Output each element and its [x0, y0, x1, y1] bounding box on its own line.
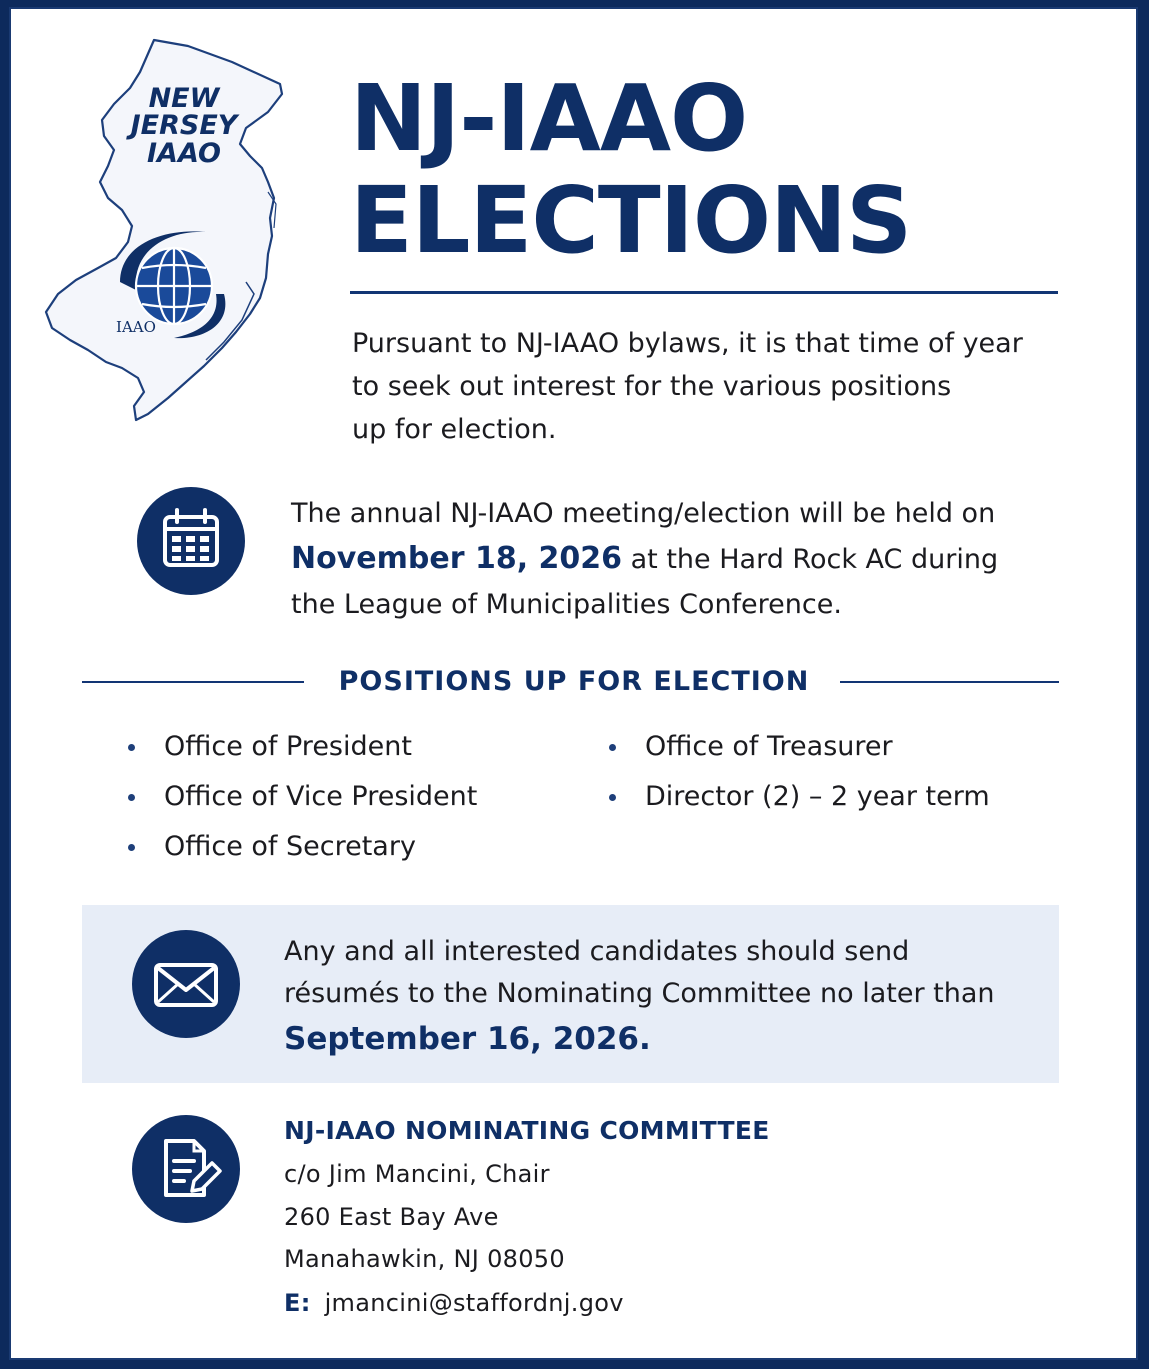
list-item: Office of Treasurer [609, 722, 990, 772]
title-divider [350, 291, 1058, 294]
list-item: Office of Secretary [128, 822, 477, 872]
document-edit-icon [132, 1115, 240, 1223]
committee-heading: NJ-IAAO NOMINATING COMMITTEE [284, 1116, 770, 1145]
envelope-icon [132, 930, 240, 1038]
logo-text-jersey: JERSEY [130, 110, 238, 141]
meeting-info [291, 491, 1051, 627]
section-divider-left [82, 681, 304, 683]
deadline-line-2: résumés to the Nominating Committee no later than [284, 978, 995, 1009]
intro-line-1: Pursuant to NJ-IAAO bylaws, it is that time of year [352, 328, 1023, 359]
page-title [350, 65, 912, 274]
committee-city: Manahawkin, NJ 08050 [284, 1245, 565, 1273]
meeting-line-1: The annual NJ-IAAO meeting/election will be held on [291, 498, 996, 529]
title-line-2: ELECTIONS [350, 167, 912, 274]
logo-text-new: NEW [148, 83, 220, 114]
list-item: Office of President [128, 722, 477, 772]
meeting-line-2: at the Hard Rock AC during [622, 544, 999, 575]
intro-paragraph [352, 322, 1072, 451]
title-line-1: NJ-IAAO [350, 65, 748, 172]
nj-iaao-logo [36, 32, 296, 427]
committee-street: 260 East Bay Ave [284, 1203, 499, 1231]
email-label: E: [284, 1289, 311, 1317]
deadline-line-1: Any and all interested candidates should send [284, 936, 910, 967]
logo-text-iaao: IAAO [147, 138, 221, 169]
positions-list-left [128, 722, 477, 872]
deadline-date: September 16, 2026. [284, 1021, 651, 1057]
committee-email-row [284, 1289, 624, 1317]
intro-line-3: up for election. [352, 414, 557, 445]
nj-state-map-icon [36, 32, 296, 427]
meeting-date: November 18, 2026 [291, 541, 623, 576]
meeting-line-3: the League of Municipalities Conference. [291, 589, 842, 620]
logo-globe-label: IAAO [116, 318, 156, 336]
email-address[interactable]: jmancini@staffordnj.gov [324, 1289, 624, 1317]
section-divider-right [840, 681, 1059, 683]
committee-care-of: c/o Jim Mancini, Chair [284, 1160, 550, 1188]
intro-line-2: to seek out interest for the various positions [352, 371, 952, 402]
list-item: Office of Vice President [128, 772, 477, 822]
deadline-info [284, 931, 1024, 1063]
list-item: Director (2) – 2 year term [609, 772, 990, 822]
positions-heading: POSITIONS UP FOR ELECTION [338, 666, 810, 697]
positions-list-right [609, 722, 990, 822]
calendar-icon [137, 487, 245, 595]
